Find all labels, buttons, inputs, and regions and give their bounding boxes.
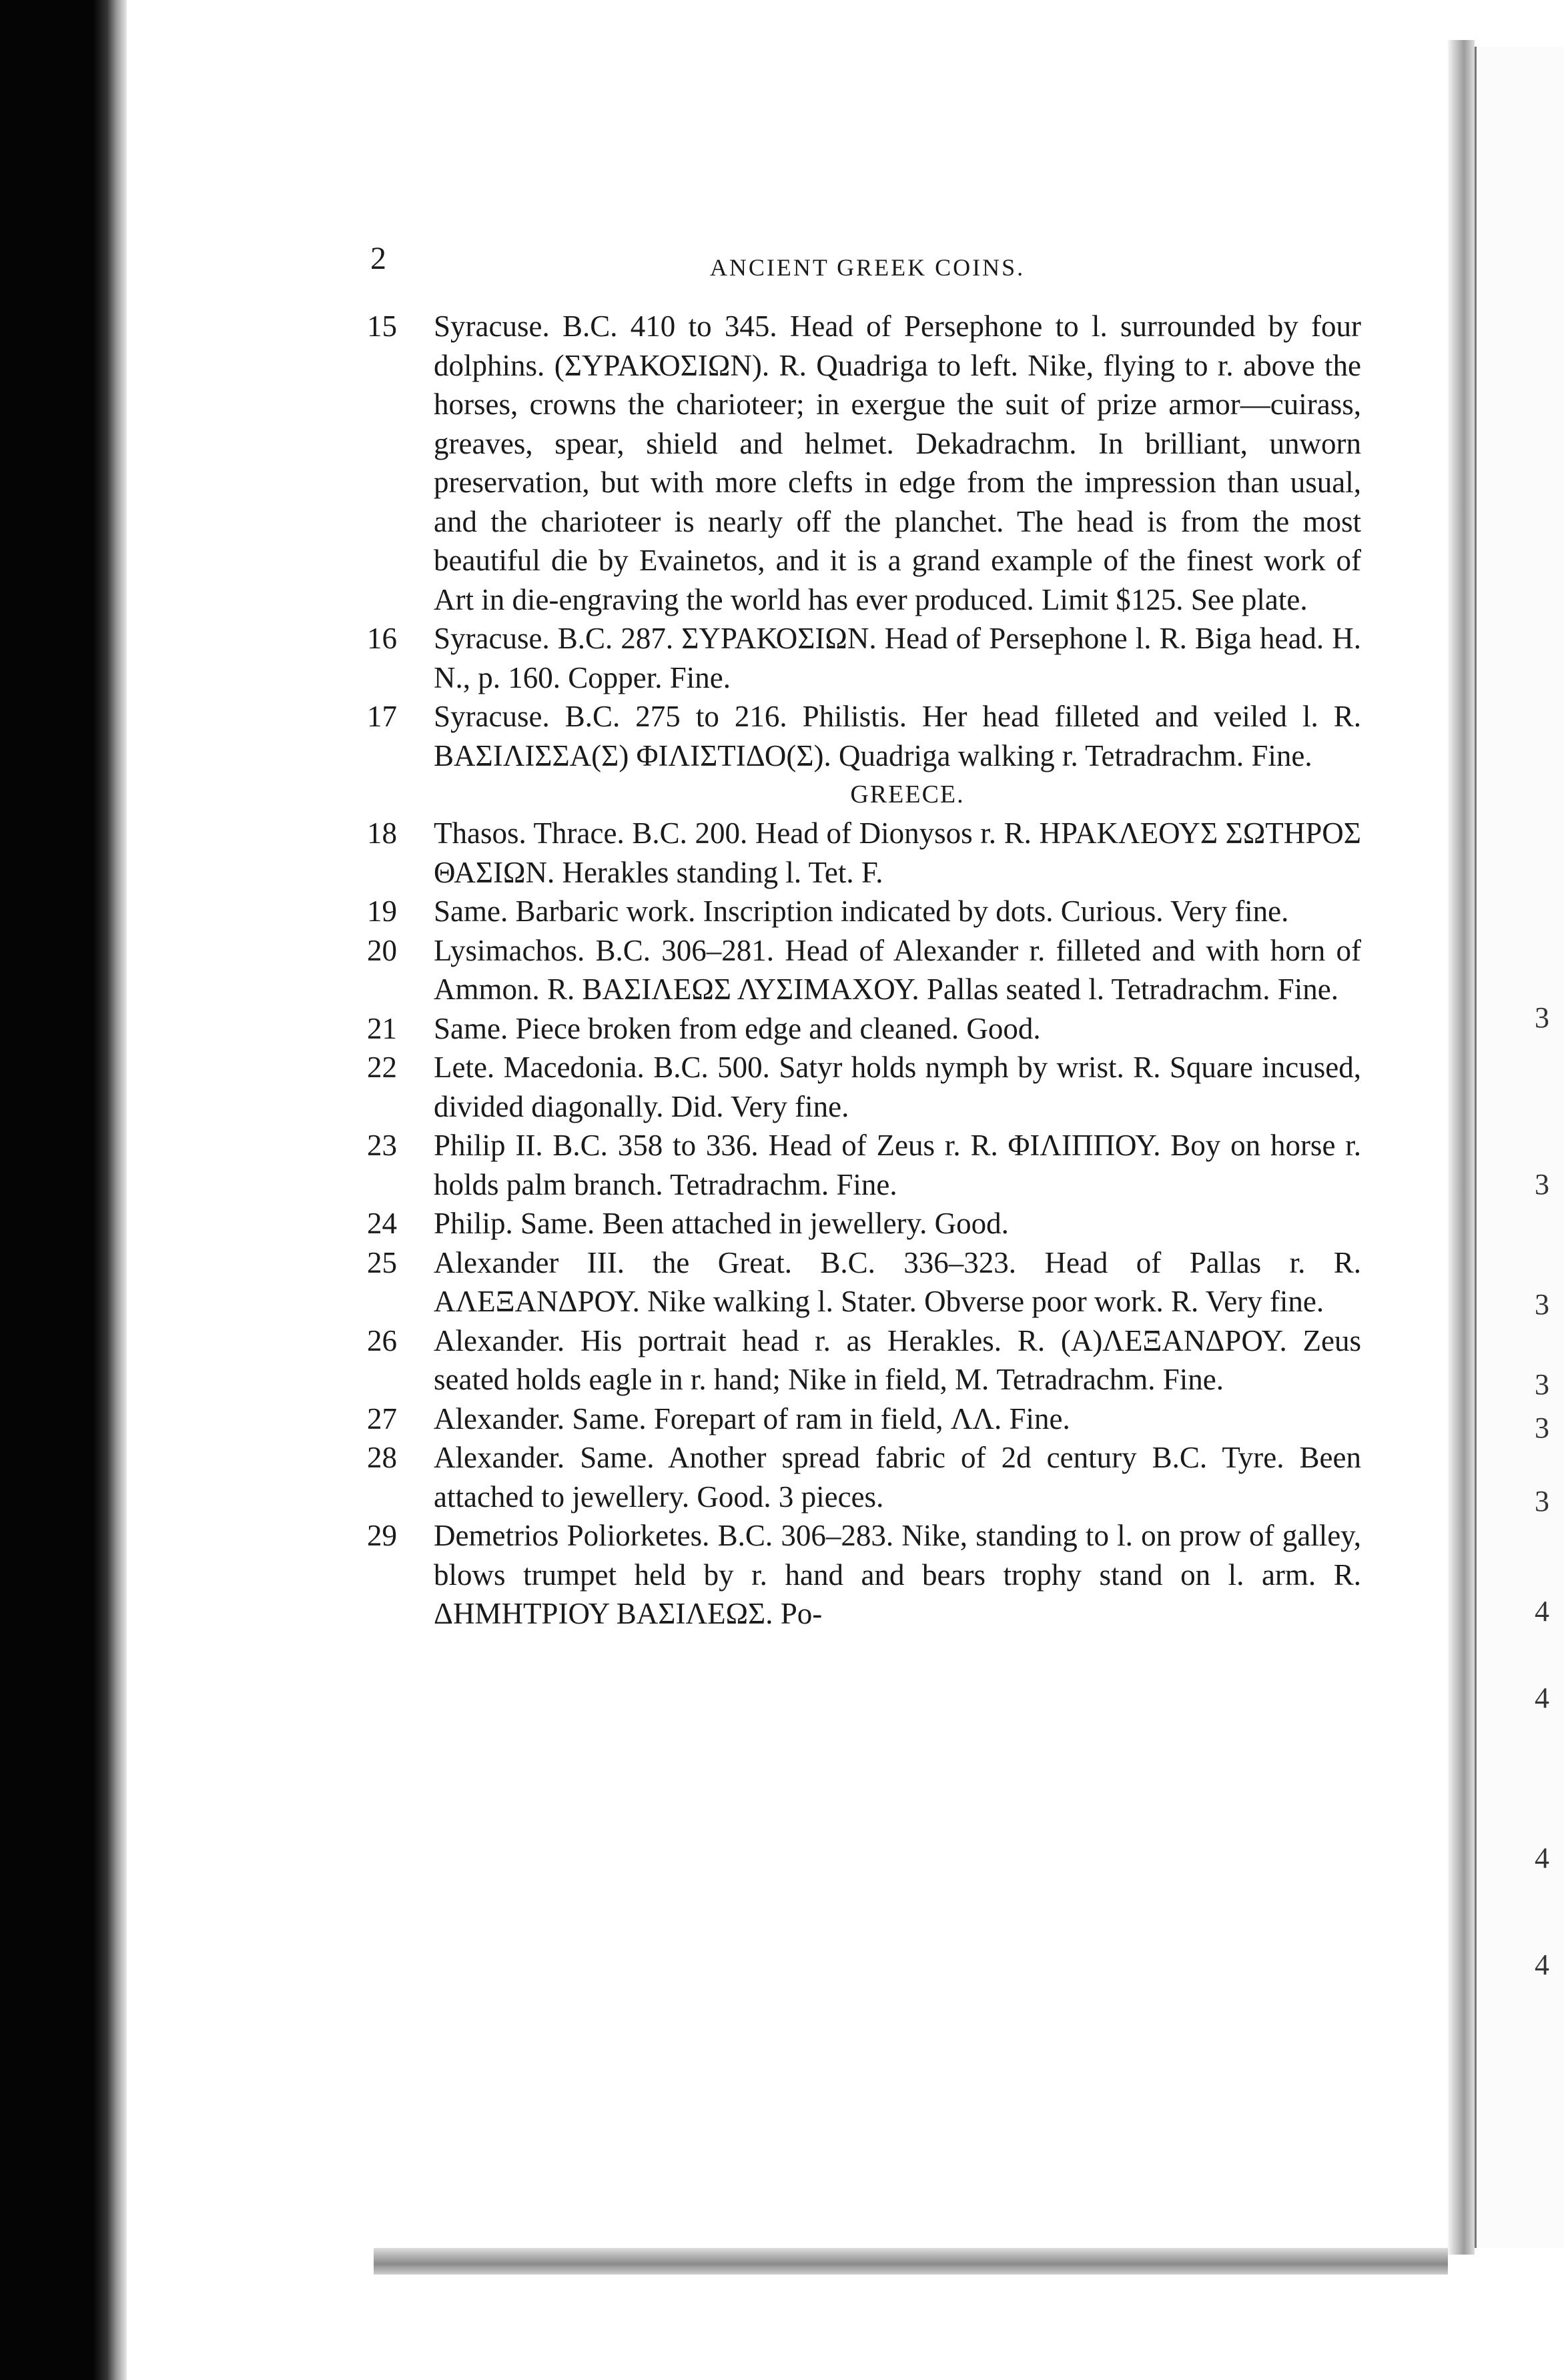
lot-description: Syracuse. B.C. 275 to 216. Philistis. Her head filleted and veiled l. R. ΒΑΣΙΛΙΣΣΑ(Σ) ΦΙΛΙΣΤΙΔΟ(Σ). Quadriga walking r. Tetradrachm. Fine.: [434, 700, 1361, 772]
catalog-entry: [354, 697, 1361, 775]
lot-number: 24: [367, 1207, 397, 1240]
lot-number: 16: [367, 622, 397, 655]
catalog-entry: [354, 1204, 1361, 1243]
catalog-entry: [354, 931, 1361, 1009]
gutter-shadow: [1448, 40, 1475, 2255]
facing-page-fragment: 4: [1535, 1948, 1549, 1981]
catalog-entry: [354, 307, 1361, 619]
lot-number: 21: [367, 1011, 397, 1045]
lot-description: Lete. Macedonia. B.C. 500. Satyr holds nymph by wrist. R. Square incused, divided diagonally. Did. Very fine.: [434, 1051, 1361, 1123]
lot-description: Syracuse. B.C. 287. ΣΥΡΑΚΟΣΙΩΝ. Head of Persephone l. R. Biga head. H. N., p. 160. Copper. Fine.: [434, 622, 1361, 694]
lot-description: Alexander. Same. Another spread fabric of 2d century B.C. Tyre. Been attached to jewellery. Good. 3 pieces.: [434, 1441, 1361, 1514]
facing-page-fragment: 3: [1535, 1168, 1549, 1201]
lot-number: 25: [367, 1245, 397, 1279]
catalog-entry: [354, 1048, 1361, 1126]
catalog-entry: [354, 892, 1361, 931]
page-number: 2: [370, 241, 386, 276]
book-page: [354, 227, 1381, 2228]
binding-edge: [0, 0, 127, 2380]
lot-description: Same. Piece broken from edge and cleaned. Good.: [434, 1011, 1041, 1045]
page-bottom-edge: [374, 2248, 1448, 2275]
catalog-entry: [354, 1243, 1361, 1321]
lot-description: Thasos. Thrace. B.C. 200. Head of Dionysos r. R. ΗΡΑΚΛΕΟΥΣ ΣΩΤΗΡΟΣ ΘΑΣΙΩΝ. Herakles standing l. Tet. F.: [434, 816, 1361, 889]
entries-after-section: [354, 814, 1381, 1634]
lot-description: Philip II. B.C. 358 to 336. Head of Zeus r. R. ΦΙΛΙΠΠΟΥ. Boy on horse r. holds palm branch. Tetradrachm. Fine.: [434, 1129, 1361, 1201]
lot-description: Demetrios Poliorketes. B.C. 306–283. Nike, standing to l. on prow of galley, blows trumpet held by r. hand and bears trophy stand on l. arm. R. ΔΗΜΗΤΡΙΟΥ ΒΑΣΙΛΕΩΣ. Po-: [434, 1519, 1361, 1630]
lot-description: Syracuse. B.C. 410 to 345. Head of Persephone to l. surrounded by four dolphins. (ΣΥΡΑΚΟΣΙΩΝ). R. Quadriga to left. Nike, flying to r. above the horses, crowns the charioteer; in exergue the suit of prize armor—cuirass, greaves, spear, shield and helmet. Dekadrachm. In brilliant, unworn preservation, but with more clefts in edge from the impression than usual, and the charioteer is nearly off the planchet. The head is from the most beautiful die by Evainetos, and it is a grand example of the finest work of Art in die-engraving the world has ever produced. Limit $125. See plate.: [434, 310, 1361, 616]
lot-number: 20: [367, 933, 397, 967]
lot-description: Philip. Same. Been attached in jewellery. Good.: [434, 1207, 1009, 1240]
lot-description: Same. Barbaric work. Inscription indicated by dots. Curious. Very fine.: [434, 895, 1289, 928]
catalog-entry: [354, 1009, 1361, 1049]
catalog-entry: [354, 1438, 1361, 1516]
running-head: ANCIENT GREEK COINS.: [709, 254, 1026, 281]
facing-page-fragment: 3: [1535, 1001, 1549, 1034]
lot-description: Alexander III. the Great. B.C. 336–323. Head of Pallas r. R. ΑΛΕΞΑΝΔΡΟΥ. Nike walking l. Stater. Obverse poor work. R. Very fine.: [434, 1245, 1361, 1318]
lot-number: 19: [367, 895, 397, 928]
facing-page-fragment: 4: [1535, 1682, 1549, 1714]
lot-number: 26: [367, 1323, 397, 1357]
catalog-entries: [354, 307, 1381, 1634]
lot-number: 27: [367, 1401, 397, 1435]
lot-number: 15: [367, 310, 397, 343]
catalog-entry: [354, 814, 1361, 892]
facing-page-fragment: 3: [1535, 1368, 1549, 1401]
lot-description: Lysimachos. B.C. 306–281. Head of Alexander r. filleted and with horn of Ammon. R. ΒΑΣΙΛΕΩΣ ΛΥΣΙΜΑΧΟΥ. Pallas seated l. Tetradrachm. Fine.: [434, 933, 1361, 1006]
lot-number: 28: [367, 1441, 397, 1474]
lot-number: 29: [367, 1519, 397, 1552]
catalog-entry: [354, 1399, 1361, 1439]
lot-number: 22: [367, 1051, 397, 1084]
page-header: [354, 227, 1381, 287]
lot-number: 23: [367, 1129, 397, 1162]
lot-number: 18: [367, 816, 397, 850]
facing-page-fragment: 3: [1535, 1288, 1549, 1321]
catalog-entry: [354, 1516, 1361, 1634]
catalog-entry: [354, 619, 1361, 697]
catalog-entry: [354, 1126, 1361, 1204]
facing-page-fragment: 3: [1535, 1411, 1549, 1444]
entries-before-section: [354, 307, 1381, 775]
lot-number: 17: [367, 700, 397, 733]
catalog-entry: [354, 1321, 1361, 1399]
facing-page-fragment: 4: [1535, 1842, 1549, 1874]
lot-description: Alexander. Same. Forepart of ram in field, ΛΛ. Fine.: [434, 1401, 1070, 1435]
facing-page-fragment: 4: [1535, 1595, 1549, 1628]
facing-page-edge: [1475, 47, 1564, 2248]
facing-page-fragment: 3: [1535, 1485, 1549, 1518]
lot-description: Alexander. His portrait head r. as Herakles. R. (Α)ΛΕΞΑΝΔΡΟΥ. Zeus seated holds eagle in r. hand; Nike in field, Μ. Tetradrachm. Fine.: [434, 1323, 1361, 1396]
section-heading: GREECE.: [850, 780, 965, 808]
